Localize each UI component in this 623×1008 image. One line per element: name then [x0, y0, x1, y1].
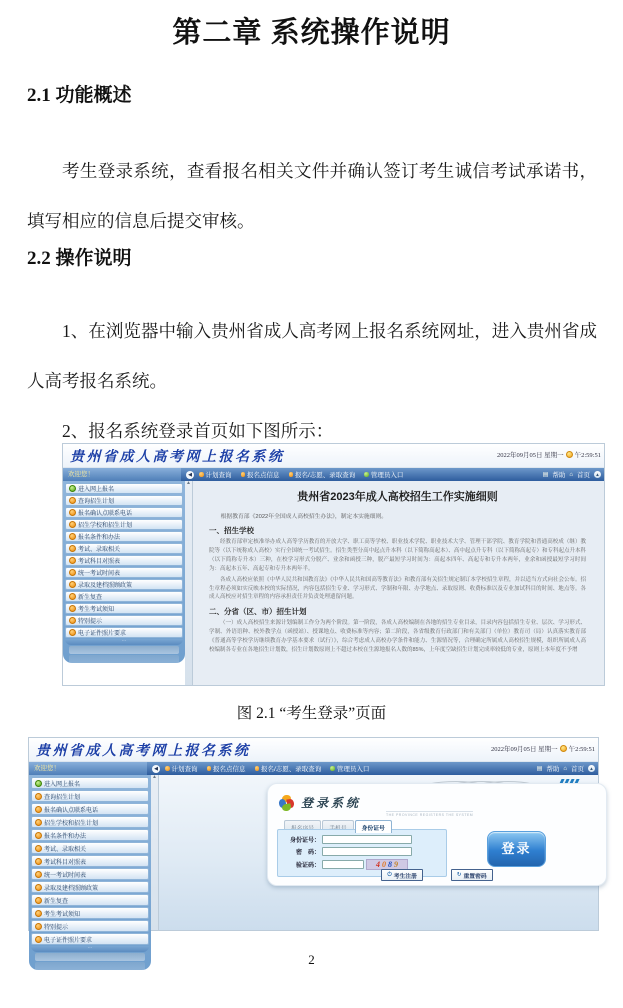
portal-datetime — [491, 744, 595, 753]
menu-dot-icon — [165, 766, 170, 771]
help-icon: ▤ — [542, 472, 549, 478]
register-button[interactable]: ⏻ 考生注册 — [381, 869, 423, 881]
nav-item-site-info[interactable]: 报名点信息 — [207, 764, 246, 773]
login-logo-icon — [278, 795, 295, 812]
menu-dot-icon — [255, 766, 260, 771]
sidebar-item[interactable]: 特别提示 — [65, 615, 183, 626]
sidebar-item[interactable]: 报名确认点联系电话 — [65, 507, 183, 518]
sidebar-item[interactable]: 考试科目对照表 — [31, 855, 149, 867]
bullet-icon — [69, 497, 76, 504]
figure-caption: 图 2.1 “考生登录”页面 — [236, 705, 387, 722]
menu-dot-icon — [199, 472, 204, 477]
nav-help[interactable]: 帮助 — [552, 472, 566, 479]
tab-id-number[interactable]: 身份证号 — [355, 820, 392, 833]
sidebar-item[interactable]: 电子证件照片要求 — [31, 933, 149, 945]
bullet-icon — [69, 617, 76, 624]
sidebar-item[interactable]: 特别提示 — [31, 920, 149, 932]
sidebar-item[interactable]: 报名确认点联系电话 — [31, 803, 149, 815]
announcement-section2-heading: 二、分省（区、市）招生计划 — [209, 607, 307, 617]
menu-dot-icon — [241, 472, 246, 477]
menu-dot-icon — [330, 766, 335, 771]
sidebar-item[interactable]: 电子证件照片要求 — [65, 627, 183, 638]
bullet-icon — [35, 871, 42, 878]
login-system-subtitle: THE PROVINCE REGISTERS THE SYSTEM — [386, 813, 474, 817]
step-2-text: 2、报名系统登录首页如下图所示： — [62, 420, 334, 441]
section-2-1-paragraph: 考生登录系统，查看报名相关文件并确认签订考生诚信考试承诺书，填写相应的信息后提交审核。 — [27, 160, 597, 231]
announcement-paragraph: （一）成人高校招生来源计划编制工作分为两个阶段。第一阶段，各成人高校编制在各地的招生专业目录，目录内容包括招生专业、层次、学习形式、学制、外语语种、校外教学点（函授站）、授课地点、收费标准等内容；第二阶段，各省级教育行政部门和有关部门（单位）教育司（局）认真落实教育部《普通高等学校学历继续教育办学基本要求（试行）》，综合考虑成人高校办学条件和能力、生源情况等，合理确定所属成人高校招生规模，组织所属成人高校编制各专业在各地招生计划数，招生计划数原则上不超过本校在生源地报名人数的85%，上年度空缺招生计划完成率较低的专业，原则上本年度不予增 — [209, 620, 586, 654]
nav-home[interactable]: 首页 — [571, 766, 584, 773]
login-content — [159, 775, 598, 930]
portal-body — [29, 775, 598, 951]
captcha-image[interactable]: 4 0 8 9 — [366, 859, 408, 870]
bullet-icon — [69, 581, 76, 588]
nav-home[interactable]: 首页 — [577, 472, 590, 479]
id-number-input[interactable] — [322, 835, 412, 844]
menu-dot-icon — [364, 472, 369, 477]
home-icon: ⌂ — [563, 765, 567, 772]
sidebar-item[interactable]: 查询招生计划 — [31, 790, 149, 802]
bullet-icon — [35, 845, 42, 852]
bullet-icon — [69, 545, 76, 552]
welcome-label: 欢迎您！ — [63, 468, 181, 481]
collapse-icon[interactable]: ▲ — [595, 472, 600, 477]
portal-header — [63, 444, 604, 468]
collapse-icon[interactable]: ▲ — [589, 766, 594, 771]
bullet-icon — [35, 793, 42, 800]
page-number: 2 — [308, 952, 315, 967]
bullet-icon — [69, 629, 76, 636]
id-number-label: 身份证号： — [289, 838, 320, 844]
sidebar-item[interactable]: 考试、录取相关 — [31, 842, 149, 854]
content-scrollbar[interactable]: ▲ — [185, 481, 193, 685]
home-icon: ⌂ — [569, 471, 573, 478]
bullet-icon — [35, 936, 42, 943]
bullet-icon — [35, 923, 42, 930]
sidebar-item[interactable]: 考试科目对照表 — [65, 555, 183, 566]
login-secondary-buttons — [268, 869, 606, 881]
bullet-icon — [35, 806, 42, 813]
portal-time: 午2:59:51 — [574, 452, 601, 459]
sidebar-item[interactable]: 统一考试时间表 — [31, 868, 149, 880]
sidebar-footer: ··· — [31, 946, 149, 952]
bullet-icon — [69, 509, 76, 516]
bullet-icon — [35, 780, 42, 787]
bullet-icon — [35, 884, 42, 891]
sidebar-reflection — [69, 646, 179, 654]
bullet-icon — [69, 593, 76, 600]
announcement-paragraph: 各成人高校应依照《中华人民共和国教育法》《中华人民共和国高等教育法》和教育部有关招生规定制订本学校招生章程，并以适当方式向社会公布。招生章程必须如实反映本校的实际情况，内容包括招生专业、学习形式、学制和年限、办学地点、录取原则、收费标准以及专业加试科目的时间、地点等。各成人高校应对招生章程的内容承担责任并负责处理遗留问题。 — [209, 576, 586, 601]
key-icon: ↻ — [456, 872, 462, 878]
sidebar-item[interactable]: 招生学校和招生计划 — [65, 519, 183, 530]
sidebar-item[interactable]: 录取及建档照顾政策 — [31, 881, 149, 893]
login-system-title: 登录系统 — [301, 796, 362, 810]
sidebar-item[interactable]: 进入网上报名 — [31, 777, 149, 789]
smiley-icon — [566, 451, 573, 458]
sidebar-item[interactable]: 考生考试须知 — [31, 907, 149, 919]
portal-datetime — [497, 450, 601, 459]
sidebar-item[interactable]: 录取及建档照顾政策 — [65, 579, 183, 590]
portal-site-title: 贵州省成人高考网上报名系统 — [70, 450, 285, 465]
sidebar-menu — [63, 481, 185, 663]
password-input[interactable] — [322, 847, 412, 856]
portal-body — [63, 481, 604, 685]
login-panel — [267, 783, 607, 886]
captcha-input[interactable] — [322, 860, 364, 869]
bullet-icon — [69, 569, 76, 576]
bullet-icon — [35, 858, 42, 865]
nav-item-result-query[interactable]: 报名/志愿、录取查询 — [289, 470, 356, 479]
sidebar-item[interactable]: 查询招生计划 — [65, 495, 183, 506]
nav-item-admin-entry[interactable]: 管理员入口 — [364, 470, 403, 479]
sidebar-item[interactable]: 考生考试须知 — [65, 603, 183, 614]
menu-dot-icon — [289, 472, 294, 477]
section-2-1-heading: 2.1 功能概述 — [27, 85, 132, 106]
nav-item-plan-query[interactable]: 计划查询 — [165, 764, 198, 773]
back-icon[interactable]: ◀ — [186, 471, 194, 479]
login-button[interactable]: 登录 — [487, 831, 546, 867]
nav-help[interactable]: 帮助 — [546, 766, 560, 773]
chapter-title: 第二章 系统操作说明 — [172, 17, 451, 49]
sidebar-menu — [29, 775, 151, 970]
announcement-content — [193, 481, 604, 685]
bullet-icon — [69, 485, 76, 492]
nav-item-plan-query[interactable]: 计划查询 — [199, 470, 232, 479]
captcha-label: 验证码： — [295, 863, 320, 869]
back-icon[interactable]: ◀ — [152, 765, 160, 773]
power-icon: ⏻ — [387, 871, 392, 878]
screenshot-portal-home — [62, 443, 605, 686]
bullet-icon — [35, 832, 42, 839]
sidebar-item[interactable]: 考试、录取相关 — [65, 543, 183, 554]
portal-site-title: 贵州省成人高考网上报名系统 — [36, 744, 251, 759]
sidebar-item[interactable]: 新生复查 — [31, 894, 149, 906]
sidebar-item[interactable]: 新生复查 — [65, 591, 183, 602]
bullet-icon — [69, 533, 76, 540]
nav-item-admin-entry[interactable]: 管理员入口 — [330, 764, 369, 773]
portal-time: 午2:59:51 — [568, 746, 595, 753]
bullet-icon — [35, 897, 42, 904]
password-label: 密 码： — [295, 850, 320, 856]
portal-date: 2022年09月05日 星期一 — [497, 452, 564, 459]
help-icon: ▤ — [536, 766, 543, 772]
sidebar-reflection — [69, 655, 179, 663]
announcement-section1-heading: 一、招生学校 — [209, 526, 254, 535]
sidebar-item[interactable]: 报名条件和办法 — [31, 829, 149, 841]
smiley-icon — [560, 745, 567, 752]
announcement-paragraph: 经教育部审定核准举办成人高等学历教育的开放大学、职工高等学校、职业技术学院、职业技术大学、管理干部学院、教育学院和普通高校成（继）教院等（以下统称成人高校）实行全国统一考试招生。招生类型分高中起点升本科（以下简称高起本）、高中起点升专科（以下简称高起专）和专科起点升本科（以下简称专升本）三种，在校学习形式分脱产、业余和函授三种，脱产最短学习时间为：高起本四年、高起专和专升本两年，业余和函授最短学习时间为：高起本五年、高起专和专升本两年半。 — [209, 539, 586, 572]
welcome-label: 欢迎您！ — [29, 762, 147, 775]
step-1-text: 1、在浏览器中输入贵州省成人高考网上报名系统网址，进入贵州省成人高考报名系统。 — [27, 320, 597, 391]
screenshot-login-page — [28, 737, 599, 951]
nav-item-site-info[interactable]: 报名点信息 — [241, 470, 280, 479]
announcement-intro: 根据教育部《2022年全国成人高校招生办法》，制定本实施细则。 — [220, 514, 388, 520]
bullet-icon — [35, 819, 42, 826]
portal-date: 2022年09月05日 星期一 — [491, 746, 558, 753]
announcement-title: 贵州省2023年成人高校招生工作实施细则 — [297, 491, 498, 503]
nav-item-result-query[interactable]: 报名/志愿、录取查询 — [255, 764, 322, 773]
reset-password-button[interactable]: ↻ 重置密码 — [451, 869, 493, 881]
section-2-2-heading: 2.2 操作说明 — [27, 248, 132, 269]
bullet-icon — [69, 521, 76, 528]
sidebar-footer: ··· — [65, 639, 183, 645]
sidebar-item[interactable]: 报名条件和办法 — [65, 531, 183, 542]
bullet-icon — [69, 605, 76, 612]
bullet-icon — [35, 910, 42, 917]
navbar-right — [543, 470, 604, 479]
bullet-icon — [69, 557, 76, 564]
sidebar-item[interactable]: 进入网上报名 — [65, 483, 183, 494]
sidebar-item[interactable]: 招生学校和招生计划 — [31, 816, 149, 828]
portal-header — [29, 738, 598, 762]
sidebar-item[interactable]: 统一考试时间表 — [65, 567, 183, 578]
portal-navbar — [63, 468, 604, 481]
menu-dot-icon — [207, 766, 212, 771]
content-scrollbar[interactable]: ▲ — [151, 775, 159, 930]
